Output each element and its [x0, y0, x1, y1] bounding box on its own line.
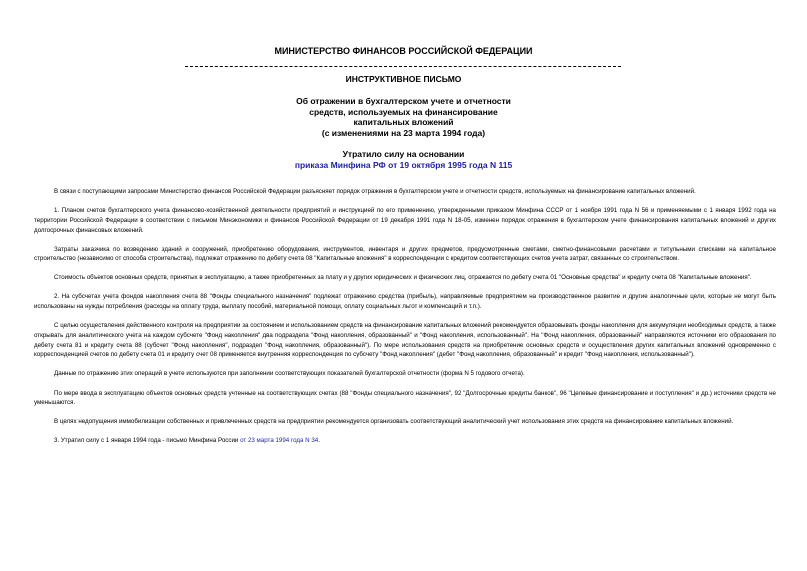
last-paragraph: [34, 436, 776, 446]
title-line: капитальных вложений: [353, 117, 454, 127]
paragraph: В связи с поступающими запросами Министерство финансов Российской Федерации разъясняет порядок отражения в бухгалтерском учете и отчетности средств, используемых на финансирование капитальных вложений.: [54, 188, 696, 195]
paragraph: В целях недопущения иммобилизации собственных и привлеченных средств на предприятии рекомендуется организовать соответствующий аналитический учет использования этих средств на финансирование капитальных вложений.: [54, 418, 734, 426]
last-paragraph-text: 3. Утратил силу с 1 января 1994 года - письмо Минфина России: [54, 437, 241, 445]
paragraph: С целью осуществления действенного контроля на предприятии за состоянием и использованием средств на финансирование капитальных вложений рекомендуется образовывать фонды накопления для аккумуляции необходимых средств, а также открывать для аналитического учета на каждом субсчете "Фонд накопления" два подраздела "Фонд накопления, образованный" и "Фонд накопления, использованный". На "Фонд накопления, образованный" направляются источники его образования по дебету счета 81 и кредиту счета 88 (субсчет "Фонд накопления", подраздел "Фонд накопления, образованный"). По мере использования средств на приобретение основных средств и осуществления других капитальных вложений одновременно с корреспонденцией счетов по дебету счета 01 и кредиту счет 08 применяется внутренняя корреспонденция по субсчету "Фонд накопления" (дебет "Фонд накопления, образованный" и кредит "Фонд накопления, использованный").: [34, 322, 776, 359]
document-title: [0, 96, 807, 138]
paragraph: Стоимость объектов основных средств, принятых в эксплуатацию, а также приобретенных за плату и у других юридических и физических лиц, отражается по дебету счета 01 "Основные средства" и кредиту счета 08 "Капитальные вложения".: [54, 274, 752, 282]
document-type: ИНСТРУКТИВНОЕ ПИСЬМО: [345, 74, 462, 84]
title-line: средств, используемых на финансирование: [309, 106, 498, 117]
title-line: (с изменениями на 23 марта 1994 года): [321, 127, 486, 138]
paragraph: Данные по отражению этих операций в учете используются при заполнении соответствующих показателей бухгалтерской отчетности (форма N 5 годового отчета).: [54, 370, 525, 378]
paragraph: 1. Планом счетов бухгалтерского учета финансово-хозяйственной деятельности предприятий и инструкцией по его применению, утвержденными приказом Минфина СССР от 1 ноября 1991 года N 56 и применяемыми с 1 января 1992 года на территории Российской Федерации в соответствии с письмом Минэкономики и финансов Российской Федерации от 19 декабря 1991 года N 18-05, изменен порядок отражения в бухгалтерском учете финансирования капитальных вложений и других долгосрочных финансовых вложений.: [34, 207, 776, 234]
paragraph: Затраты заказчика по возведению зданий и сооружений, приобретению оборудования, инструментов, инвентаря и других предметов, предусмотренные сметами, сметно-финансовыми расчетами и титульными списками на капитальное строительство (независимо от способа строительства), подлежат отражению по дебету счета 08 "Капитальные вложения" в корреспонденции с кредитом соответствующих счетов учета затрат, связанных со строительством.: [34, 245, 776, 263]
repeal-notice: [0, 149, 807, 170]
amendment-link[interactable]: от 23 марта 1994 года N 34: [240, 437, 319, 445]
header-divider: [185, 66, 621, 67]
ministry-heading: МИНИСТЕРСТВО ФИНАНСОВ РОССИЙСКОЙ ФЕДЕРАЦИИ: [274, 46, 533, 56]
title-line: Об отражении в бухгалтерском учете и отчетности: [296, 96, 511, 106]
paragraph: 2. На субсчетах учета фондов накопления счета 88 "Фонды специального назначения" подлежат отражению средства (прибыль), направляемые предприятием на производственное развитие и другие аналогичные цели, которые не могут быть использованы на нужды потребления (расходы на оплату труда, выплату пособий, материальной помощи, оплату социальных льгот и компенсаций и т.п.).: [34, 293, 776, 311]
repeal-link[interactable]: приказа Минфина РФ от 19 октября 1995 года N 115: [294, 159, 513, 170]
last-paragraph-end: .: [318, 437, 320, 445]
paragraph: По мере ввода в эксплуатацию объектов основных средств учтенные на соответствующих счетах (88 "Фонды специального назначения", 92 "Долгосрочные кредиты банков", 96 "Целевые финансирование и поступления" и др.) источники средств не уменьшаются.: [34, 389, 776, 407]
repeal-line: Утратило силу на основании: [342, 149, 465, 159]
document-body: [34, 187, 776, 456]
